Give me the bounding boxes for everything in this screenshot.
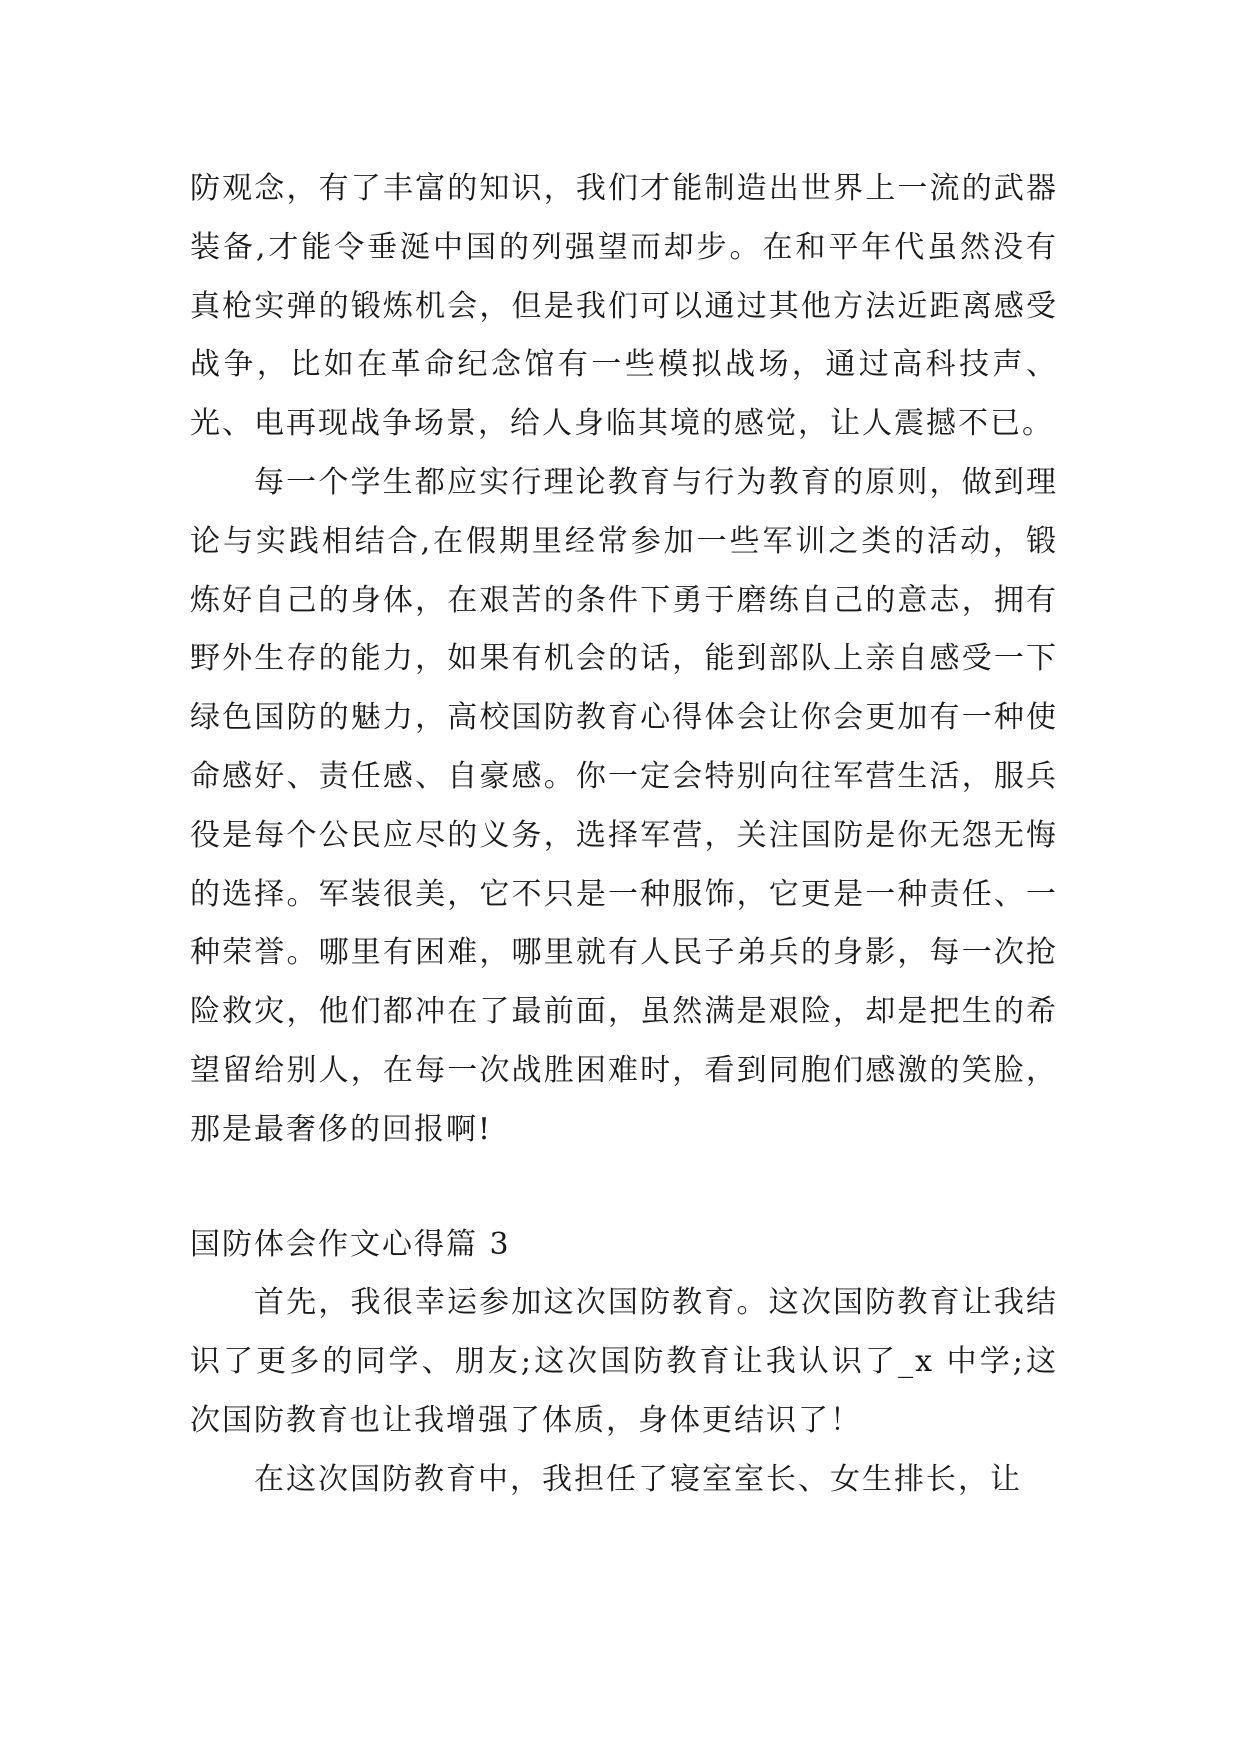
paragraph-first: 首先，我很幸运参加这次国防教育。这次国防教育让我结识了更多的同学、朋友;这次国防教育让我认识了_x 中学;这次国防教育也让我增强了体质，身体更结识了！ — [190, 1285, 1058, 1438]
section-title: 国防体会作文心得篇 3 — [190, 1226, 511, 1262]
paragraph-student-principle: 每一个学生都应实行理论教育与行为教育的原则，做到理论与实践相结合,在假期里经常参加一些军训之类的活动，锻炼好自己的身体，在艰苦的条件下勇于磨练自己的意志，拥有野外生存的能力，如果有机会的话，能到部队上亲自感受一下绿色国防的魅力，高校国防教育心得体会让你会更加有一种使命感好、责任感、自豪感。你一定会特别向往军营生活，服兵役是每个公民应尽的义务，选择军营，关注国防是你无怨无悔的选择。军装很美，它不只是一种服饰，它更是一种责任、一种荣誉。哪里有困难，哪里就有人民子弟兵的身影，每一次抢险救灾，他们都冲在了最前面，虽然满是艰险，却是把生的希望留给别人，在每一次战胜困难时，看到同胞们感激的笑脸，那是最奢侈的回报啊! — [190, 464, 1058, 1147]
paragraph-dorm-leader: 在这次国防教育中，我担任了寝室室长、女生排长，让 — [254, 1461, 1022, 1497]
paragraph-continuation: 防观念，有了丰富的知识，我们才能制造出世界上一流的武器装备,才能令垂涎中国的列强望而却步。在和平年代虽然没有真枪实弹的锻炼机会，但是我们可以通过其他方法近距离感受战争，比如在革命纪念馆有一些模拟战场，通过高科技声、光、电再现战争场景，给人身临其境的感觉，让人震撼不已。 — [190, 171, 1058, 442]
document-body — [190, 160, 1058, 1510]
